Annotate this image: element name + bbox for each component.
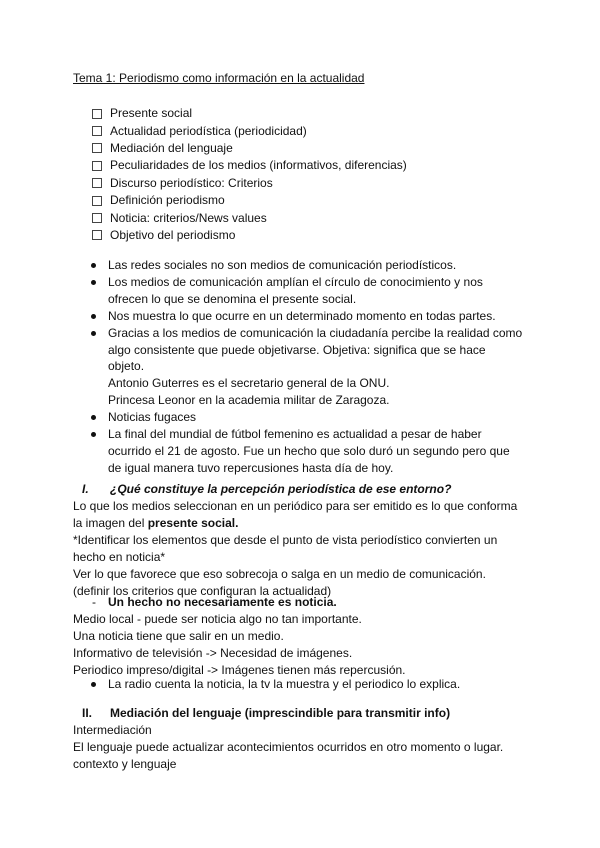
section-1-notes <box>73 611 533 679</box>
dash-mark: - <box>92 595 96 609</box>
section-1-paragraph <box>73 498 533 599</box>
paragraph-text: la imagen del <box>73 515 148 530</box>
paragraph-line: Lo que los medios seleccionan en un periódico para ser emitido es lo que conforma <box>73 499 518 513</box>
paragraph-line: hecho en noticia* <box>73 549 166 564</box>
bullet-icon <box>91 280 96 285</box>
bullet-line: de igual manera tuvo repercusiones hasta día de hoy. <box>108 460 394 475</box>
checkbox-icon[interactable] <box>92 196 102 206</box>
section-numeral: II. <box>82 706 93 720</box>
paragraph-line: Medio local - puede ser noticia algo no tan importante. <box>73 612 362 626</box>
bullet-item <box>88 308 538 325</box>
checkbox-icon[interactable] <box>92 109 102 119</box>
bullet-item <box>88 677 460 692</box>
checkbox-icon[interactable] <box>92 230 102 240</box>
bullet-item <box>88 274 538 308</box>
paragraph-line: contexto y lenguaje <box>73 756 177 771</box>
bullet-item <box>88 325 538 410</box>
bullet-line: Las redes sociales no son medios de comunicación periodísticos. <box>108 258 457 272</box>
bullet-line: La final del mundial de fútbol femenino es actualidad a pesar de haber <box>108 427 482 442</box>
paragraph-line: *Identificar los elementos que desde el punto de vista periodístico convierten un <box>73 532 498 547</box>
checkbox-icon[interactable] <box>92 213 102 223</box>
paragraph-line: Informativo de televisión -> Necesidad de imágenes. <box>73 645 353 660</box>
checklist-item <box>92 192 407 209</box>
checklist-label: Noticia: criterios/News values <box>110 210 267 225</box>
section-heading-2 <box>82 706 450 721</box>
checkbox-icon[interactable] <box>92 161 102 171</box>
bullet-icon <box>91 331 96 336</box>
checklist-label: Definición periodismo <box>110 193 225 208</box>
section-heading-1 <box>82 482 451 497</box>
bullet-line: ofrecen lo que se denomina el presente social. <box>108 291 357 306</box>
checklist-label: Mediación del lenguaje <box>110 140 233 155</box>
bullet-line: Princesa Leonor en la academia militar de Zaragoza. <box>108 393 390 408</box>
bullet-icon <box>91 432 96 437</box>
checklist-label: Actualidad periodística (periodicidad) <box>110 123 307 138</box>
checklist-label: Peculiaridades de los medios (informativos, diferencias) <box>110 158 407 173</box>
page-title: Tema 1: Periodismo como información en la actualidad <box>73 71 365 85</box>
checklist-item <box>92 157 407 174</box>
checkbox-icon[interactable] <box>92 126 102 136</box>
bullet-line: Antonio Guterres es el secretario general de la ONU. <box>108 376 390 391</box>
checkbox-icon[interactable] <box>92 178 102 188</box>
paragraph-line: Ver lo que favorece que eso sobrecoja o salga en un medio de comunicación. <box>73 566 486 581</box>
paragraph-line: (definir los criterios que configuran la actualidad) <box>73 583 332 598</box>
checklist-item <box>92 227 407 244</box>
paragraph-line <box>73 515 533 532</box>
dash-item-text: Un hecho no necesariamente es noticia. <box>108 595 337 609</box>
bullet-line: objeto. <box>108 359 145 374</box>
checklist-item <box>92 209 407 226</box>
checkbox-icon[interactable] <box>92 143 102 153</box>
bullet-text: La radio cuenta la noticia, la tv la muestra y el periodico lo explica. <box>108 677 461 691</box>
notes-bullet-list <box>88 257 538 477</box>
bullet-line: Gracias a los medios de comunicación la ciudadanía percibe la realidad como <box>108 325 523 340</box>
bullet-item <box>88 426 538 477</box>
bullet-line: Los medios de comunicación amplían el círculo de conocimiento y nos <box>108 274 483 289</box>
bullet-line: Noticias fugaces <box>108 410 197 425</box>
checklist-label: Presente social <box>110 106 193 121</box>
paragraph-line: Una noticia tiene que salir en un medio. <box>73 628 284 643</box>
checklist-item <box>92 175 407 192</box>
checklist-label: Discurso periodístico: Criterios <box>110 175 273 190</box>
bullet-icon <box>91 314 96 319</box>
section-numeral: I. <box>82 482 89 496</box>
section-heading-text: Mediación del lenguaje (imprescindible para transmitir info) <box>110 706 451 720</box>
topic-checklist <box>92 105 407 244</box>
checklist-label: Objetivo del periodismo <box>110 227 236 242</box>
bullet-item <box>88 409 538 426</box>
bullet-line: algo consistente que puede objetivarse. Objetiva: significa que se hace <box>108 342 486 357</box>
paragraph-line: El lenguaje puede actualizar acontecimientos ocurridos en otro momento o lugar. <box>73 739 504 754</box>
bullet-icon <box>91 682 96 687</box>
checklist-item <box>92 140 407 157</box>
checklist-item <box>92 105 407 122</box>
bullet-icon <box>91 263 96 268</box>
emphasis-text: presente social. <box>147 515 239 530</box>
paragraph-line: Intermediación <box>73 723 152 737</box>
paragraph-line: Periodico impreso/digital -> Imágenes tienen más repercusión. <box>73 662 406 677</box>
section-2-paragraph <box>73 722 533 773</box>
checklist-item <box>92 122 407 139</box>
bullet-item <box>88 257 538 274</box>
bullet-line: Nos muestra lo que ocurre en un determinado momento en todas partes. <box>108 308 496 323</box>
bullet-line: ocurrido el 21 de agosto. Fue un hecho que solo duró un segundo pero que <box>108 443 510 458</box>
section-heading-text: ¿Qué constituye la percepción periodística de ese entorno? <box>110 482 452 496</box>
bullet-icon <box>91 415 96 420</box>
dash-list-item <box>92 595 337 610</box>
